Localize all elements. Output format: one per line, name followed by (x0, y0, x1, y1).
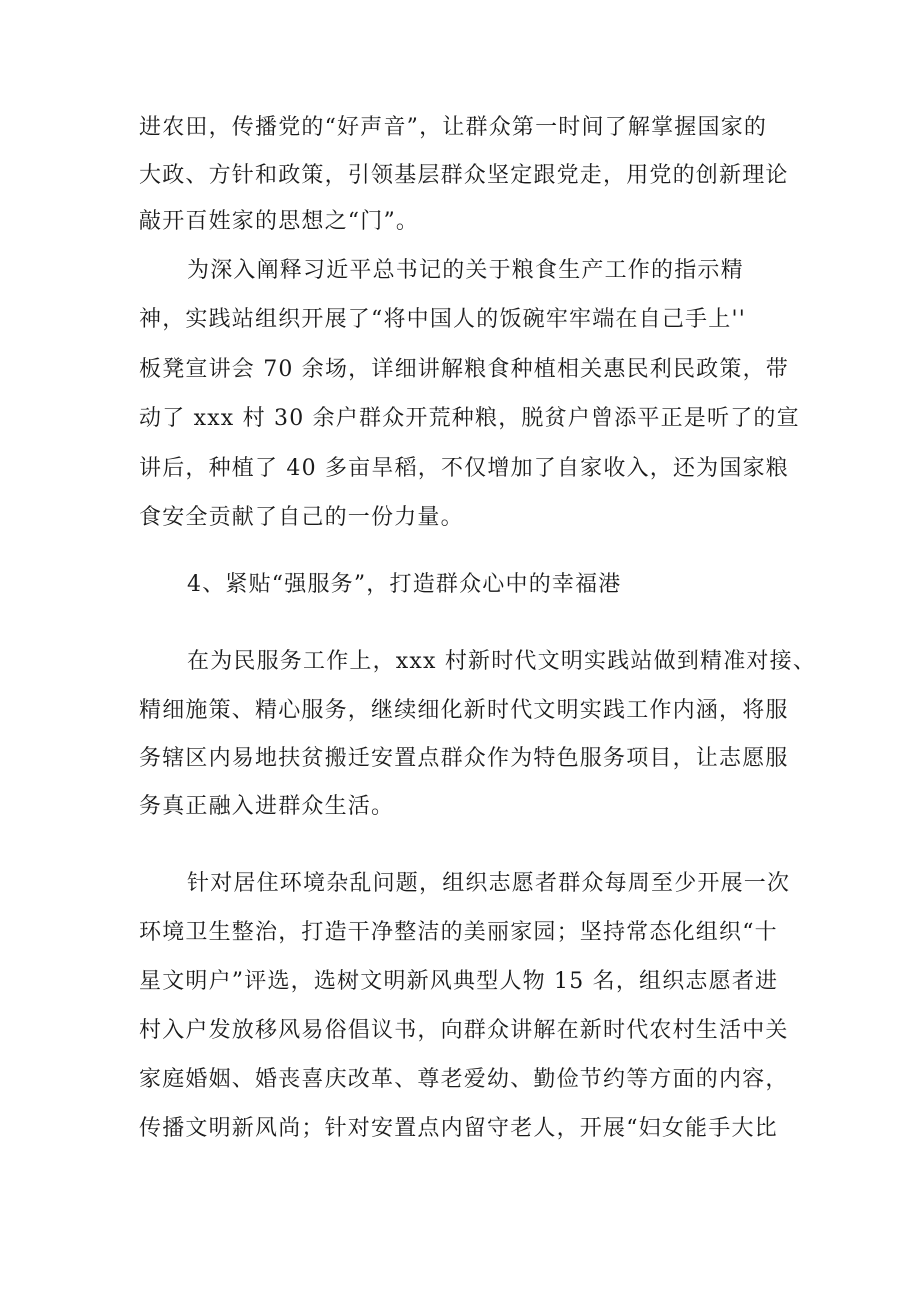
text-line: 家庭婚姻、婚丧喜庆改革、尊老爱幼、勤俭节约等方面的内容， (139, 1067, 789, 1092)
section-heading: 4、紧贴“强服务”，打造群众心中的幸福港 (187, 572, 622, 597)
text-line: 为深入阐释习近平总书记的关于粮食生产工作的指示精 (187, 258, 744, 283)
text-line: 食安全贡献了自己的一份力量。 (139, 505, 464, 530)
text-line: 针对居住环境杂乱问题，组织志愿者群众每周至少开展一次 (187, 871, 791, 896)
text-line: 敲开百姓家的思想之“门”。 (139, 209, 420, 234)
text-line: 村入户发放移风易俗倡议书，向群众讲解在新时代农村生活中关 (139, 1018, 789, 1043)
text-line: 环境卫生整治，打造干净整洁的美丽家园；坚持常态化组织“十 (139, 920, 778, 945)
text-line: 星文明户”评选，选树文明新风典型人物 15 名，组织志愿者进 (139, 969, 779, 994)
text-line: 讲后，种植了 40 多亩旱稻，不仅增加了自家收入，还为国家粮 (139, 456, 789, 481)
text-line: 板凳宣讲会 70 余场，详细讲解粮食种植相关惠民利民政策，带 (139, 357, 789, 382)
text-line: 在为民服务工作上，xxx 村新时代文明实践站做到精准对接、 (187, 649, 817, 674)
text-line: 传播文明新风尚；针对安置点内留守老人，开展“妇女能手大比 (139, 1116, 778, 1141)
text-line: 动了 xxx 村 30 余户群众开荒种粮，脱贫户曾添平正是听了的宣 (139, 406, 800, 431)
text-line: 务辖区内易地扶贫搬迁安置点群众作为特色服务项目，让志愿服 (139, 746, 789, 771)
text-line: 大政、方针和政策，引领基层群众坚定跟党走，用党的创新理论 (139, 163, 789, 188)
text-line: 神，实践站组织开展了“将中国人的饭碗牢牢端在自己手上'' (139, 307, 746, 332)
text-line: 进农田，传播党的“好声音”，让群众第一时间了解掌握国家的 (139, 115, 768, 140)
text-line: 务真正融入进群众生活。 (139, 794, 395, 819)
text-line: 精细施策、精心服务，继续细化新时代文明实践工作内涵，将服 (139, 698, 789, 723)
